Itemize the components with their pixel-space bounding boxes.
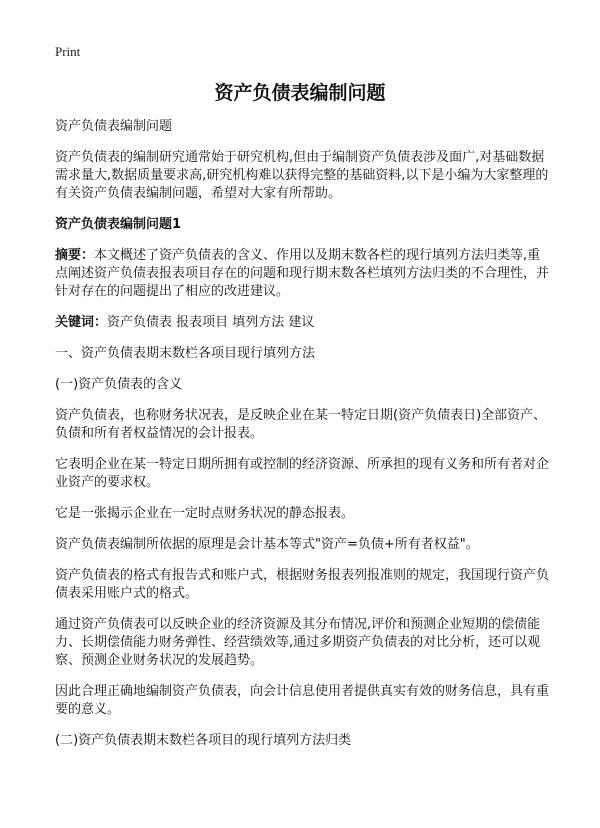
intro-paragraph: 资产负债表的编制研究通常始于研究机构,但由于编制资产负债表涉及面广,对基础数据需求量大,数据质量要求高,研究机构难以获得完整的基础资料,以下是小编为大家整理的有关资产负债表编制问题，希望对大家有所帮助。	[55, 150, 549, 201]
document-body	[55, 118, 553, 763]
section1-heading: 资产负债表编制问题1	[55, 217, 182, 232]
paragraph-3: 它是一张揭示企业在一定时点财务状况的静态报表。	[55, 506, 355, 521]
paragraph-1: 资产负债表，也称财务状况表，是反映企业在某一特定日期(资产负债表日)全部资产、负债和所有者权益情况的会计报表。	[55, 408, 547, 441]
paragraph-6: 通过资产负债表可以反映企业的经济资源及其分布情况,评价和预测企业短期的偿债能力、长期偿债能力财务弹性、经营绩效等,通过多期资产负债表的对比分析，还可以观察、预测企业财务状况的发展趋势。	[55, 617, 541, 668]
paragraph-4: 资产负债表编制所依据的原理是会计基本等式"资产=负债+所有者权益"。	[55, 537, 479, 552]
sub1-heading: (一)资产负债表的含义	[55, 377, 183, 392]
paragraph-7: 因此合理正确地编制资产负债表，向会计信息使用者提供真实有效的财务信息，具有重要的意义。	[55, 684, 550, 717]
keywords-text: 资产负债表 报表项目 填列方法 建议	[107, 315, 315, 330]
sub2-heading: (二)资产负债表期末数栏各项目的现行填列方法归类	[55, 733, 352, 748]
keywords-label: 关键词：	[55, 315, 108, 330]
paragraph-5: 资产负债表的格式有报告式和账户式，根据财务报表列报准则的规定，我国现行资产负债表采用账户式的格式。	[55, 568, 550, 601]
part1-heading: 一、资产负债表期末数栏各项目现行填列方法	[55, 346, 316, 361]
print-label: Print	[55, 44, 81, 59]
document-title: 资产负债表编制问题	[214, 82, 386, 104]
abstract-label: 摘要：	[55, 248, 95, 263]
keywords-paragraph	[55, 314, 553, 332]
subtitle-paragraph: 资产负债表编制问题	[55, 119, 173, 134]
abstract-paragraph	[55, 247, 553, 301]
paragraph-2: 它表明企业在某一特定日期所拥有或控制的经济资源、所承担的现有义务和所有者对企业资产的要求权。	[55, 457, 550, 490]
abstract-text: 本文概述了资产负债表的含义、作用以及期末数各栏的现行填列方法归类等,重点阐述资产负债表报表项目存在的问题和现行期末数各栏填列方法归类的不合理性，并针对存在的问题提出了相应的改进建议。	[55, 248, 550, 299]
